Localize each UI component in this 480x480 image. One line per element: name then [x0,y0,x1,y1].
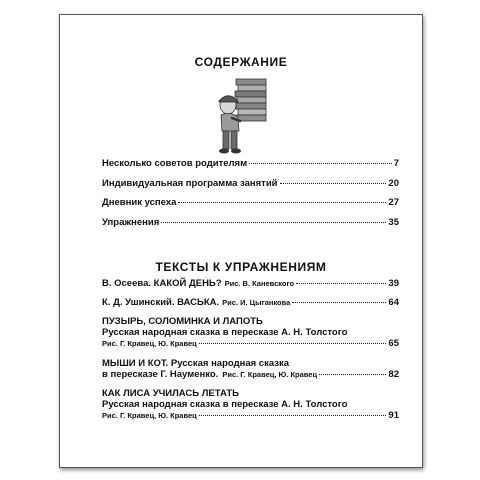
dot-leader [249,163,392,164]
page-number: 27 [388,197,399,208]
entry-subtitle: Русская народная сказка в пересказе А. Н. Толстого [102,327,348,338]
illustrator-credit: Рис. Г. Кравец, Ю. Кравец [102,411,197,420]
entry-title: В. Осеева. КАКОЙ ДЕНЬ? [102,278,222,289]
page-number: 20 [388,178,399,189]
page-number: 82 [388,369,399,380]
entry-subtitle: Русская народная сказка в пересказе А. Н. Толстого [102,399,348,410]
exercise-credit-line [102,410,399,422]
illustrator-credit: Рис. Г. Кравец, Ю. Кравец [102,339,197,348]
page-number: 91 [388,410,399,421]
boy-carrying-books-icon [208,71,278,161]
page-number: 7 [393,158,399,169]
entry-title[interactable]: КАК ЛИСА УЧИЛАСЬ ЛЕТАТЬ [102,388,239,399]
exercise-credit-line [102,369,399,381]
dot-leader [319,374,386,375]
dot-leader [178,202,386,203]
dot-leader [161,222,386,223]
dot-leader [292,302,386,303]
entry-subtitle: в пересказе Г. Науменко. [102,369,219,380]
contents-heading: СОДЕРЖАНИЕ [194,55,288,69]
entry-title: Дневник успеха [102,197,177,208]
entry-title: Индивидуальная программа занятий [102,178,278,189]
dot-leader [280,183,387,184]
page-number: 64 [388,297,399,308]
entry-title: Несколько советов родителям [102,158,248,169]
contents-entry[interactable] [102,178,399,190]
entry-title[interactable]: ПУЗЫРЬ, СОЛОМИНКА И ЛАПОТЬ [102,316,263,327]
exercises-heading: ТЕКСТЫ К УПРАЖНЕНИЯМ [155,260,327,274]
illustrator-credit: Рис. В. Каневского [224,279,295,288]
exercise-entry[interactable] [102,297,399,309]
entry-title: К. Д. Ушинский. ВАСЬКА. [102,297,220,308]
entry-title: Упражнения [102,217,160,228]
exercise-credit-line [102,338,399,350]
contents-entry[interactable] [102,217,399,229]
dot-leader [199,415,387,416]
illustrator-credit: Рис. Г. Кравец, Ю. Кравец [222,370,318,379]
contents-entry[interactable] [102,197,399,209]
page-number: 65 [388,338,399,349]
entry-title[interactable]: МЫШИ И КОТ. Русская народная сказка [102,358,289,369]
contents-entry[interactable] [102,158,399,170]
book-page [59,14,423,468]
page-number: 39 [388,278,399,289]
exercise-entry[interactable] [102,278,399,290]
page-number: 35 [388,217,399,228]
illustrator-credit: Рис. И. Цыганкова [222,298,291,307]
dot-leader [199,343,387,344]
dot-leader [296,283,386,284]
